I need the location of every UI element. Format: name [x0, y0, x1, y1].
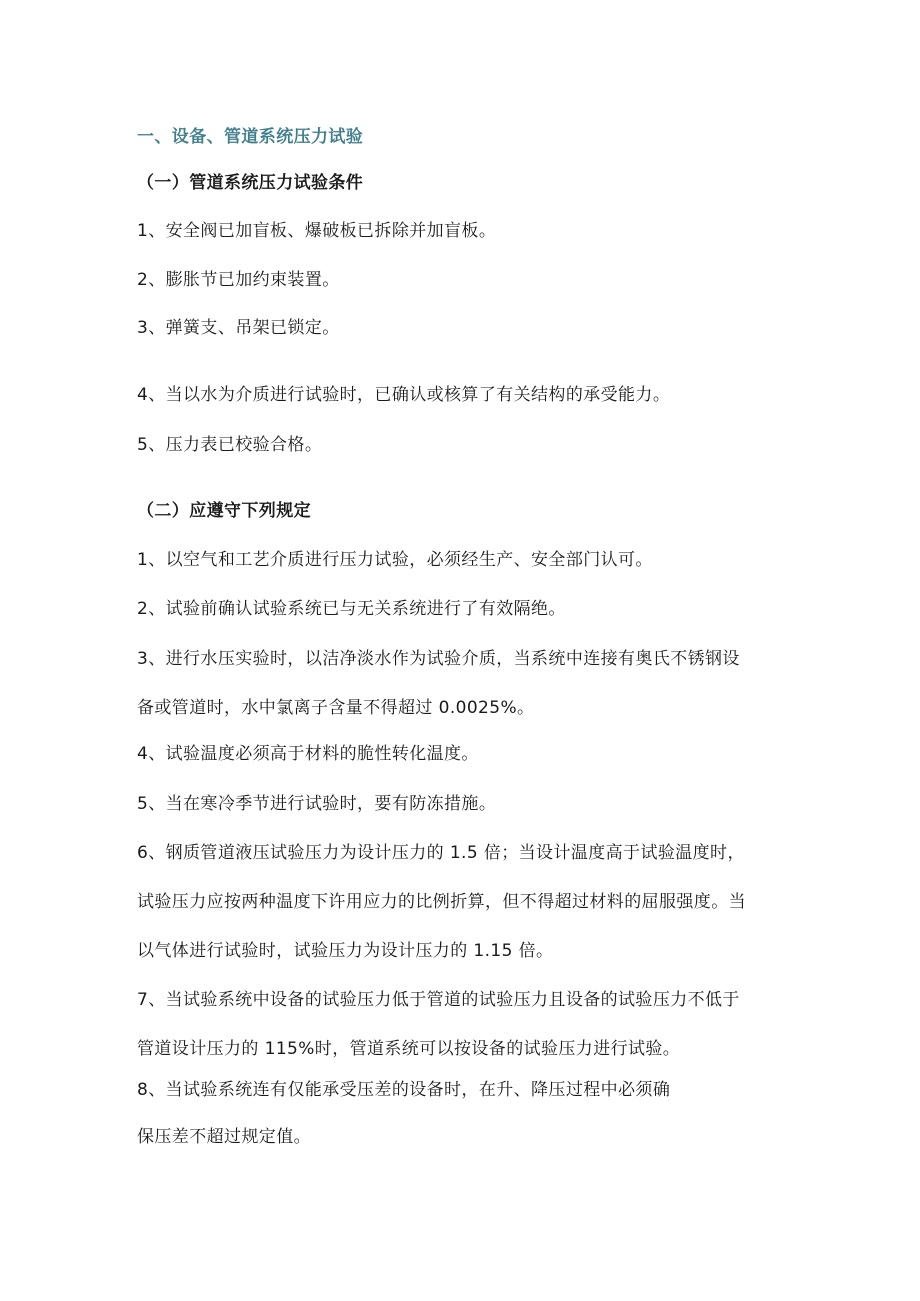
section1-item-3: 3、弹簧支、吊架已锁定。 [137, 318, 340, 338]
section2-line-8: 试验压力应按两种温度下许用应力的比例折算，但不得超过材料的屈服强度。当 [137, 892, 746, 912]
section2-line-4: 备或管道时，水中氯离子含量不得超过 0.0025%。 [137, 698, 535, 718]
section2-line-10: 7、当试验系统中设备的试验压力低于管道的试验压力且设备的试验压力不低于 [137, 990, 740, 1010]
section2-line-6: 5、当在寒冷季节进行试验时，要有防冻措施。 [137, 794, 497, 814]
section2-line-9: 以气体进行试验时，试验压力为设计压力的 1.15 倍。 [137, 941, 554, 961]
main-heading: 一、设备、管道系统压力试验 [137, 127, 364, 147]
section2-title: （二）应遵守下列规定 [137, 501, 311, 521]
section1-item-5: 5、压力表已校验合格。 [137, 435, 323, 455]
section2-line-7: 6、钢质管道液压试验压力为设计压力的 1.5 倍；当设计温度高于试验温度时， [137, 843, 745, 863]
section1-item-2: 2、膨胀节已加约束装置。 [137, 270, 340, 290]
section1-item-4: 4、当以水为介质进行试验时，已确认或核算了有关结构的承受能力。 [137, 385, 671, 405]
section2-line-11: 管道设计压力的 115%时，管道系统可以按设备的试验压力进行试验。 [137, 1039, 681, 1059]
section1-item-1: 1、安全阀已加盲板、爆破板已拆除并加盲板。 [137, 221, 497, 241]
section1-title: （一）管道系统压力试验条件 [137, 173, 364, 193]
section2-line-3: 3、进行水压实验时，以洁净淡水作为试验介质，当系统中连接有奥氏不锈钢设 [137, 649, 740, 669]
section2-line-5: 4、试验温度必须高于材料的脆性转化温度。 [137, 744, 479, 764]
section2-line-12: 8、当试验系统连有仅能承受压差的设备时，在升、降压过程中必须确 [137, 1080, 671, 1100]
section2-line-1: 1、以空气和工艺介质进行压力试验，必须经生产、安全部门认可。 [137, 550, 653, 570]
section2-line-13: 保压差不超过规定值。 [137, 1127, 311, 1147]
section2-line-2: 2、试验前确认试验系统已与无关系统进行了有效隔绝。 [137, 599, 566, 619]
